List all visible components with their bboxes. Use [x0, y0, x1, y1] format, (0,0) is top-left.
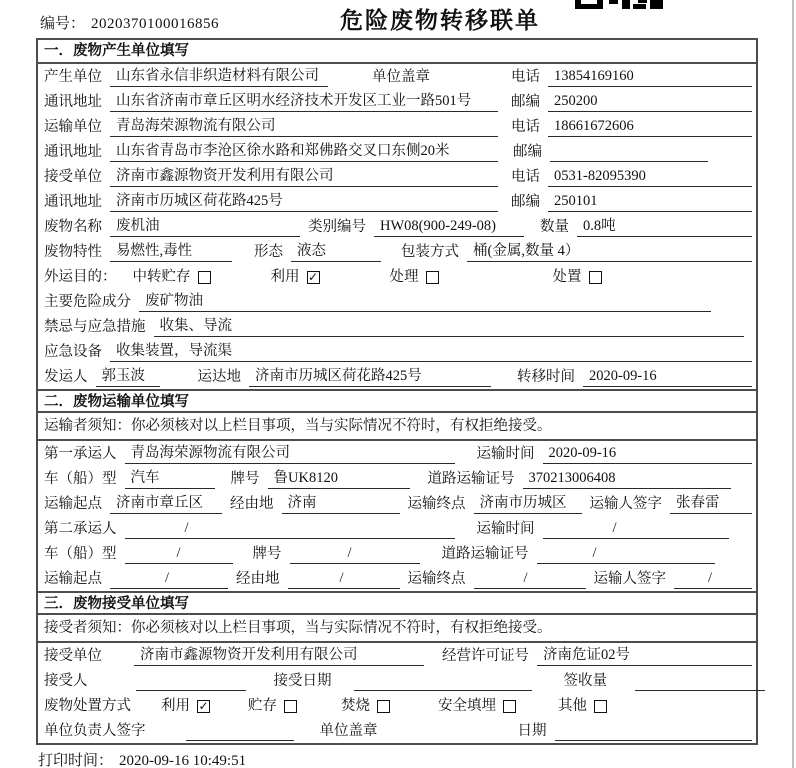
checkbox-icon: [198, 271, 211, 284]
waste-props-value: 易燃性,毒性: [110, 242, 232, 262]
receiver-address-value: 济南市历城区荷花路425号: [110, 192, 498, 212]
receiver-zip-value: 250101: [548, 192, 752, 212]
purpose-label: 外运目的：: [44, 269, 117, 285]
transport-tel-value: 18661672606: [548, 117, 752, 137]
plate1-value: 鲁UK8120: [268, 469, 410, 489]
row-taboo-measures: [38, 314, 756, 339]
receiver-tel-label: 电话: [511, 169, 540, 185]
unit-seal-label: 单位盖章: [372, 69, 430, 85]
receiver-address-label: 通讯地址: [44, 194, 102, 210]
qr-finder-pattern: [575, 0, 603, 9]
equipment-label: 应急设备: [44, 344, 102, 360]
route2-end-value: /: [474, 569, 586, 589]
row-hazard-components: [38, 289, 756, 314]
route2-sign-value: /: [674, 569, 752, 589]
route1-start-label: 运输起点: [44, 496, 102, 512]
route2-start-value: /: [110, 569, 228, 589]
section3-title: 三．废物接受单位填写: [38, 591, 756, 615]
route2-via-label: 经由地: [236, 571, 280, 587]
producer-tel-label: 电话: [511, 69, 540, 85]
disposal-incineration-label: 焚烧: [341, 698, 370, 714]
producer-unit-label: 产生单位: [44, 69, 102, 85]
transport-unit-value: 青岛海荣源物流有限公司: [110, 117, 498, 137]
serial-label: 编号：: [40, 16, 86, 32]
route2-sign-label: 运输人签字: [593, 571, 666, 587]
route1-sign-value: 张春雷: [670, 494, 752, 514]
row-producer-unit: [38, 64, 756, 89]
transport-time1-value: 2020-09-16: [543, 444, 753, 464]
equipment-value: 收集装置，导流渠: [110, 342, 752, 362]
page-edge-line: [792, 0, 794, 768]
disposal-method-label: 废物处置方式: [44, 698, 131, 714]
responsible-sign-value: [186, 721, 294, 741]
section2-title: 二．废物运输单位填写: [38, 389, 756, 413]
first-carrier-value: 青岛海荣源物流有限公司: [125, 444, 455, 464]
transport-zip-label: 邮编: [513, 144, 542, 160]
accept-date-label: 接受日期: [273, 673, 332, 689]
transporter-notice: 运输者须知：你必须核对以上栏目事项，当与实际情况不符时，有权拒绝接受。: [38, 413, 756, 441]
transport-zip-value: [550, 142, 708, 162]
taboo-label: 禁忌与应急措施: [44, 319, 146, 335]
receiver-unit-label: 接受单位: [44, 169, 102, 185]
route2-via-value: /: [288, 569, 400, 589]
accept-unit-value: 济南市鑫源物资开发利用有限公司: [134, 646, 424, 666]
section1-title: 一．废物产生单位填写: [38, 40, 756, 64]
manifest-form-table: [36, 38, 758, 745]
document-title: 危险废物转移联单: [340, 7, 540, 33]
date-label: 日期: [517, 723, 547, 739]
license-value: 济南危证02号: [537, 646, 752, 666]
signed-qty-value: [635, 671, 765, 691]
producer-address-value: 山东省济南市章丘区明水经济技术开发区工业一路501号: [110, 92, 498, 112]
plate2-label: 牌号: [252, 546, 282, 562]
checkbox-checked-icon: ✓: [307, 269, 319, 284]
waste-name-label: 废物名称: [44, 219, 102, 235]
producer-address-label: 通讯地址: [44, 94, 102, 110]
disposal-use-label: 利用: [161, 698, 190, 714]
second-carrier-value: /: [125, 519, 455, 539]
vehicle-type2-label: 车（船）型: [44, 546, 117, 562]
hazard-label: 主要危险成分: [44, 294, 131, 310]
purpose-use-label: 利用: [270, 269, 300, 285]
route2-end-label: 运输终点: [407, 571, 466, 587]
transport-time2-label: 运输时间: [476, 521, 535, 537]
waste-qty-label: 数量: [540, 219, 569, 235]
acceptor-value: [136, 671, 246, 691]
packing-label: 包装方式: [401, 244, 459, 260]
waste-code-value: HW08(900-249-08): [374, 217, 524, 237]
producer-zip-label: 邮编: [511, 94, 540, 110]
row-receiver-unit: [38, 164, 756, 189]
checkbox-icon: [377, 700, 390, 713]
purpose-treatment-label: 处理: [389, 269, 419, 285]
vehicle-type2-value: /: [125, 544, 233, 564]
first-carrier-label: 第一承运人: [44, 446, 117, 462]
disposal-other-label: 其他: [558, 698, 587, 714]
route2-start-label: 运输起点: [44, 571, 102, 587]
serial-number: 2020370100016856: [91, 16, 220, 32]
transport-time2-value: /: [543, 519, 729, 539]
checkbox-icon: [426, 271, 439, 284]
disposal-storage-label: 贮存: [248, 698, 277, 714]
transport-time1-label: 运输时间: [476, 446, 535, 462]
responsible-sign-label: 单位负责人签字: [44, 723, 146, 739]
checkbox-checked-icon: ✓: [198, 698, 209, 713]
road-permit2-value: /: [537, 544, 715, 564]
accept-unit-label: 接受单位: [44, 648, 102, 664]
disposal-option-landfill: [438, 697, 516, 716]
row-route2: [38, 566, 756, 591]
producer-unit-value: 山东省永信非织造材料有限公司: [110, 67, 328, 87]
row-transport-unit: [38, 114, 756, 139]
row-disposal-method: [38, 693, 756, 718]
waste-props-label: 废物特性: [44, 244, 102, 260]
vehicle-type1-label: 车（船）型: [44, 471, 117, 487]
producer-zip-value: 250200: [548, 92, 752, 112]
purpose-option-use: [271, 268, 320, 287]
disposal-option-incineration: [341, 697, 390, 716]
route1-via-value: 济南: [282, 494, 400, 514]
purpose-option-disposal: [553, 268, 602, 287]
row-vehicle1: [38, 466, 756, 491]
waste-qty-value: 0.8吨: [577, 217, 752, 237]
acceptor-notice: 接受者须知：你必须核对以上栏目事项，当与实际情况不符时，有权拒绝接受。: [38, 615, 756, 643]
transfer-time-value: 2020-09-16: [583, 367, 752, 387]
transport-address-label: 通讯地址: [44, 144, 102, 160]
waste-form-value: 液态: [291, 242, 381, 262]
qr-code-fragment: [575, 0, 665, 9]
row-vehicle2: [38, 541, 756, 566]
disposal-option-other: [558, 697, 607, 716]
packing-value: 桶(金属,数量 4）: [467, 242, 752, 262]
route1-start-value: 济南市章丘区: [110, 494, 222, 514]
shipper-value: 郭玉波: [96, 367, 160, 387]
row-waste-name: [38, 214, 756, 239]
row-producer-address: [38, 89, 756, 114]
purpose-disposal-label: 处置: [552, 269, 582, 285]
date-value: [555, 721, 753, 741]
purpose-storage-label: 中转贮存: [132, 269, 191, 285]
disposal-option-storage: [248, 697, 297, 716]
print-time-line: [38, 749, 246, 768]
road-permit1-label: 道路运输证号: [427, 471, 515, 487]
row-second-carrier: [38, 516, 756, 541]
route1-end-label: 运输终点: [407, 496, 466, 512]
row-first-carrier: [38, 441, 756, 466]
checkbox-icon: [284, 700, 297, 713]
producer-tel-value: 13854169160: [548, 67, 752, 87]
row-transfer-purpose: [38, 264, 756, 289]
checkbox-icon: [503, 700, 516, 713]
row-acceptor: [38, 668, 756, 693]
destination-label: 运达地: [197, 369, 241, 385]
shipper-label: 发运人: [44, 369, 88, 385]
row-accept-unit: [38, 643, 756, 668]
row-route1: [38, 491, 756, 516]
row-emergency-equipment: [38, 339, 756, 364]
hazard-value: 废矿物油: [139, 292, 711, 312]
disposal-landfill-label: 安全填埋: [438, 698, 496, 714]
license-label: 经营许可证号: [442, 648, 529, 664]
waste-form-label: 形态: [254, 244, 283, 260]
checkbox-icon: [589, 271, 602, 284]
purpose-option-treatment: [390, 268, 439, 287]
route1-sign-label: 运输人签字: [589, 496, 662, 512]
accept-date-value: [354, 671, 532, 691]
transport-unit-label: 运输单位: [44, 119, 102, 135]
plate2-value: /: [290, 544, 420, 564]
receiver-zip-label: 邮编: [511, 194, 540, 210]
row-waste-properties: [38, 239, 756, 264]
disposal-option-use: [161, 697, 210, 716]
row-responsible-signature: [38, 718, 756, 743]
transport-tel-label: 电话: [511, 119, 540, 135]
waste-name-value: 废机油: [110, 217, 300, 237]
road-permit1-value: 370213006408: [523, 469, 731, 489]
second-carrier-label: 第二承运人: [44, 521, 117, 537]
row-shipper: [38, 364, 756, 389]
receiver-tel-value: 0531-82095390: [548, 167, 752, 187]
transfer-time-label: 转移时间: [517, 369, 575, 385]
destination-value: 济南市历城区荷花路425号: [249, 367, 491, 387]
waste-code-label: 类别编号: [308, 219, 366, 235]
route1-via-label: 经由地: [230, 496, 274, 512]
checkbox-icon: [594, 700, 607, 713]
purpose-option-storage: [133, 268, 211, 287]
taboo-value: 收集、导流: [154, 317, 744, 337]
document-header: [0, 0, 796, 38]
receiver-unit-value: 济南市鑫源物资开发利用有限公司: [110, 167, 498, 187]
acceptor-label: 接受人: [44, 673, 88, 689]
road-permit2-label: 道路运输证号: [441, 546, 529, 562]
vehicle-type1-value: 汽车: [125, 469, 215, 489]
route1-end-value: 济南市历城区: [474, 494, 582, 514]
print-time-label: 打印时间：: [38, 753, 114, 768]
plate1-label: 牌号: [230, 471, 260, 487]
serial-number-line: [40, 12, 219, 33]
print-time-value: 2020-09-16 10:49:51: [119, 753, 247, 768]
row-transport-address: [38, 139, 756, 164]
signed-qty-label: 签收量: [563, 673, 607, 689]
row-receiver-address: [38, 189, 756, 214]
transport-address-value: 山东省青岛市李沧区徐水路和郑佛路交叉口东侧20米: [110, 142, 498, 162]
unit-seal2-label: 单位盖章: [319, 723, 378, 739]
